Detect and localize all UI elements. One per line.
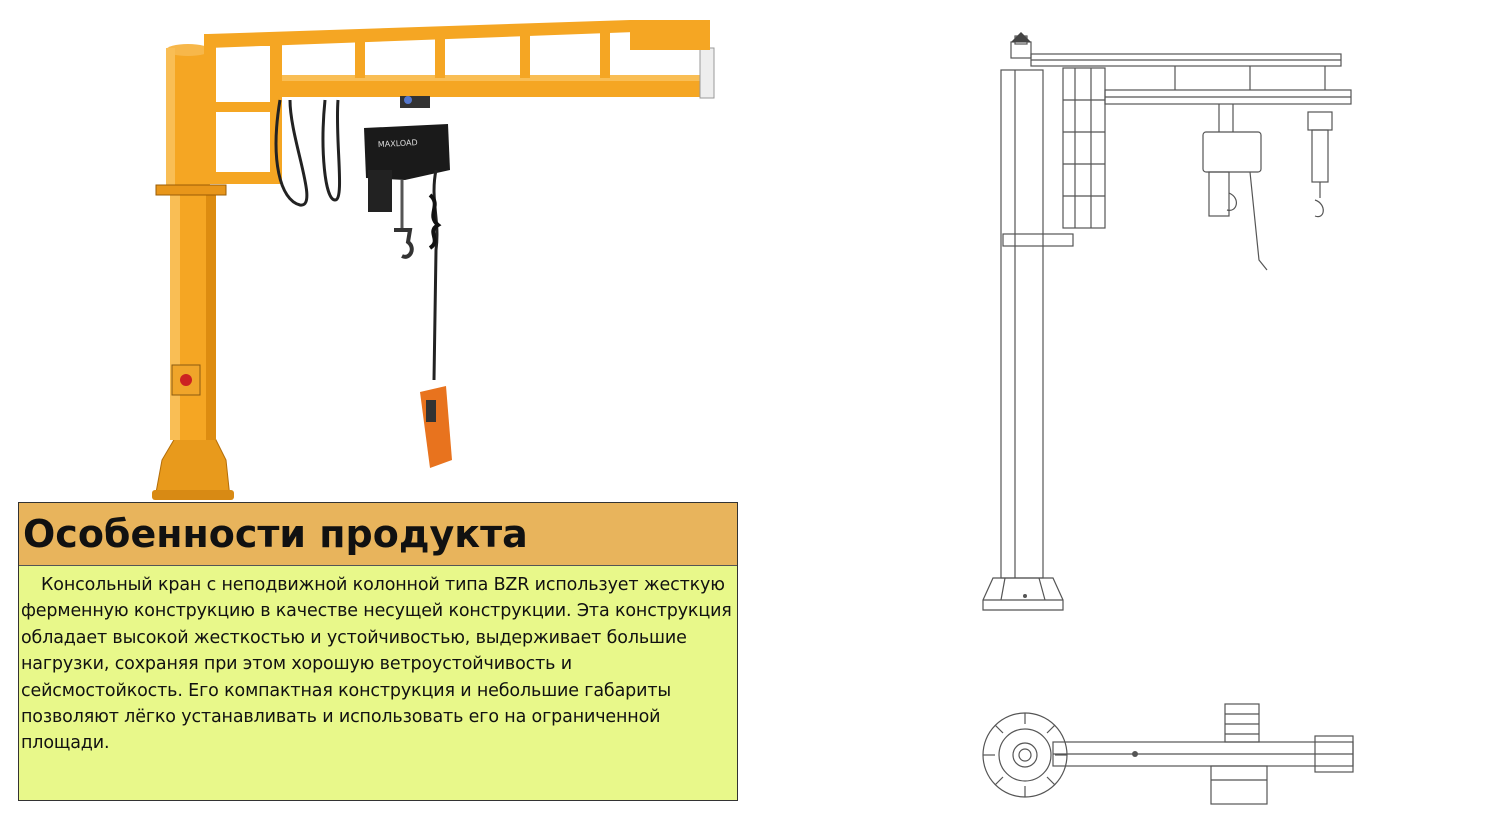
hoist-brand-label: MAXLOAD bbox=[377, 138, 418, 150]
features-description: Консольный кран с неподвижной колонной типа BZR использует жесткую ферменную конструкцию в качестве несущей конструкции. Эта конструкция обладает высокой жесткостью и устойчивостью, выдерживает большие нагрузки, сохраняя при этом хорошую ветроустойчивость и сейсмостойкость. Его компактная конструкция и небольшие габариты позволяют лёгко устанавливать и использовать его на ограниченной площади. bbox=[21, 575, 732, 754]
features-title: Особенности продукта bbox=[23, 512, 528, 556]
product-features-panel bbox=[18, 502, 738, 801]
side-view-drawing bbox=[975, 28, 1365, 618]
pendant-control bbox=[420, 386, 452, 468]
crane-photo bbox=[130, 20, 740, 502]
features-header bbox=[19, 503, 737, 566]
hook-icon bbox=[394, 230, 412, 257]
top-view-drawing bbox=[975, 700, 1365, 810]
balancer-hook-icon bbox=[1315, 200, 1323, 217]
crane-base bbox=[155, 438, 230, 498]
